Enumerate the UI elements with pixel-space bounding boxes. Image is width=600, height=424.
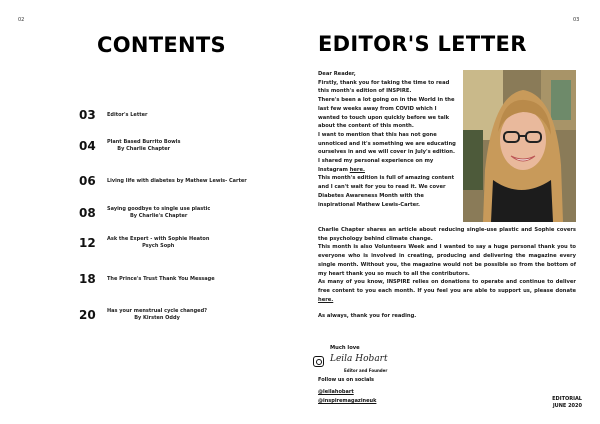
toc-page-number: 20 [79, 308, 96, 322]
toc-entry-text [107, 236, 209, 250]
toc-entry[interactable] [79, 139, 180, 153]
toc-entry-title: Has your menstrual cycle changed? [107, 308, 208, 314]
toc-entry-byline: By Kirsten Oddy [134, 315, 180, 321]
toc-entry[interactable] [79, 236, 209, 250]
letter-paragraph: As always, thank you for reading. [318, 313, 417, 320]
instagram-handle-leila[interactable]: @leilahobart [318, 389, 354, 395]
signature-role: Editor and Founder [344, 368, 388, 373]
toc-entry-title: The Prince's Trust Thank You Message [107, 275, 215, 282]
toc-entry-text [107, 308, 207, 322]
letter-paragraph: Firstly, thank you for taking the time to read this month's edition of INSPIRE. [318, 79, 450, 95]
toc-page-number: 04 [79, 139, 96, 153]
section-label: EDITORIAL [552, 396, 582, 402]
toc-entry-text [107, 112, 147, 119]
instagram-link[interactable]: here. [349, 166, 365, 173]
letter-greeting: Dear Reader, [318, 71, 356, 77]
instagram-icon [313, 356, 324, 367]
toc-entry-text [107, 139, 180, 153]
toc-entry-text [107, 206, 210, 220]
letter-paragraph: This month's edition is full of amazing content and I can't wait for you to read it. We cover Diabetes Awareness Month with the inspirational Mathew Lewis-Carter. [318, 175, 455, 208]
toc-entry-title: Editor's Letter [107, 111, 148, 118]
toc-entry-byline: By Charlie's Chapter [129, 213, 188, 219]
portrait-image [463, 70, 576, 222]
letter-text: As many of you know, INSPIRE relies on donations to operate and continue to deliver free content to you each month. If you feel you are able to support us, please donate [318, 279, 576, 294]
page-footer [548, 396, 582, 409]
contents-title: CONTENTS [97, 33, 226, 57]
toc-entry[interactable] [79, 272, 215, 286]
toc-entry[interactable] [79, 308, 207, 322]
letter-column [318, 70, 458, 209]
toc-entry[interactable] [79, 206, 210, 220]
toc-entry-text [107, 178, 247, 185]
toc-entry[interactable] [79, 174, 247, 188]
toc-page-number: 03 [79, 108, 96, 122]
toc-entry-title: Ask the Expert - with Sophie Heaton [107, 236, 210, 242]
letter-paragraph: This month is also Volunteers Week and I wanted to say a huge personal thank you to everyone who is involved in creating, producing and delivering the magazine every single month. Without you, the magazine would not be possible so from the bottom of my heart thank you so much to all the contributors. [318, 244, 576, 277]
letter-paragraph [318, 278, 576, 304]
letter-paragraph: Charlie Chapter shares an article about reducing single-use plastic and Sophie covers the psychology behind climate change. [318, 227, 576, 242]
toc-entry-byline: By Charlie Chapter [117, 146, 171, 152]
right-page-number: 03 [573, 17, 580, 23]
toc-page-number: 06 [79, 174, 96, 188]
toc-page-number: 08 [79, 206, 96, 220]
letter-paragraph [318, 131, 458, 175]
letter-paragraph: There's been a lot going on in the World in the last few weeks away from COVID which I wanted to touch upon quickly before we talk about the content of this month. [318, 97, 455, 130]
donate-link[interactable]: here. [318, 296, 334, 303]
toc-page-number: 18 [79, 272, 96, 286]
follow-us-label: Follow us on socials [318, 377, 375, 383]
toc-entry-title: Saying goodbye to single use plastic [107, 206, 211, 212]
letter-text: I want to mention that this has not gone unnoticed and it's something we are educating ourselves in and we will cover in July's edition. I shared my personal experience on my Instagram [318, 131, 456, 173]
toc-entry[interactable] [79, 108, 147, 122]
signature: Leila Hobart [330, 354, 388, 364]
toc-entry-text [107, 276, 215, 283]
left-page-number: 02 [18, 17, 25, 23]
editors-letter-title: EDITOR'S LETTER [318, 32, 527, 56]
editor-portrait-photo [463, 70, 576, 222]
toc-entry-title: Living life with diabetes by Mathew Lewis- Carter [107, 177, 247, 184]
issue-date: JUNE 2020 [552, 402, 582, 409]
letter-continued [318, 226, 576, 321]
instagram-handle-inspire[interactable]: @inspiremagazineuk [318, 398, 377, 404]
toc-entry-title: Plant Based Burrito Bowls [107, 139, 181, 145]
sign-off: Much love [330, 345, 360, 351]
toc-page-number: 12 [79, 236, 96, 250]
toc-entry-byline: Psych Soph [142, 243, 175, 249]
